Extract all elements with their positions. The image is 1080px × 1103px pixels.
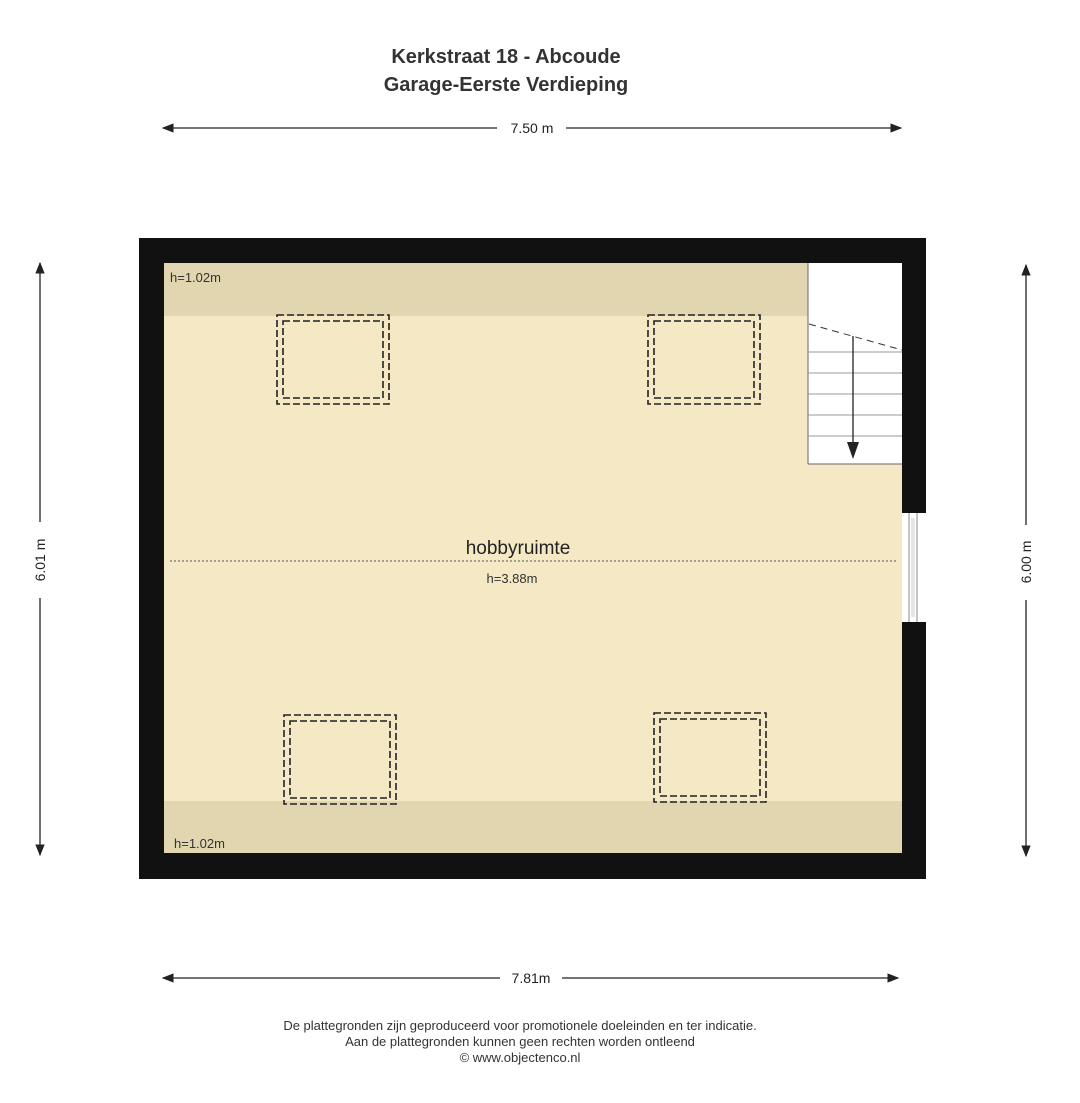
top-band-height-label: h=1.02m xyxy=(170,270,221,285)
bottom-dimension xyxy=(163,970,898,986)
plan-floor-title: Garage-Eerste Verdieping xyxy=(383,74,629,96)
bottom-dimension-label: 7.81m xyxy=(511,970,551,986)
window xyxy=(902,513,926,622)
footer-disclaimer-line-1: De plattegronden zijn geproduceerd voor promotionele doeleinden en ter indicatie. xyxy=(283,1018,757,1033)
top-dimension xyxy=(163,120,901,136)
bottom-low-ceiling-band xyxy=(164,801,902,853)
left-dimension-label: 6.01 m xyxy=(32,538,48,582)
staircase xyxy=(808,263,902,464)
plan-address-title: Kerkstraat 18 - Abcoude xyxy=(391,46,621,68)
top-low-ceiling-band xyxy=(164,263,809,316)
footer-disclaimer-line-2: Aan de plattegronden kunnen geen rechten worden ontleend xyxy=(345,1034,695,1049)
bottom-band-height-label: h=1.02m xyxy=(174,836,225,851)
room-height: h=3.88m xyxy=(486,571,538,586)
right-dimension-label: 6.00 m xyxy=(1018,540,1034,584)
left-dimension xyxy=(32,263,48,855)
right-dimension xyxy=(1018,265,1034,856)
top-dimension-label: 7.50 m xyxy=(510,120,554,136)
room-name: hobbyruimte xyxy=(465,538,571,559)
footer-copyright-link[interactable]: © www.objectenco.nl xyxy=(459,1050,581,1065)
